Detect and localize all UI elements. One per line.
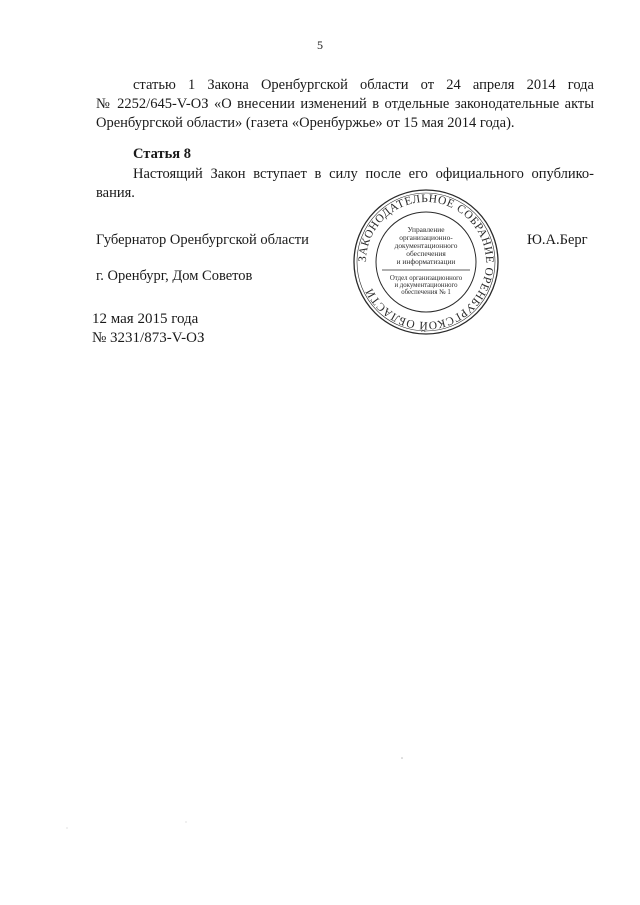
svg-text:и документационного: и документационного <box>394 282 458 289</box>
svg-text:ЗАКОНОДАТЕЛЬНОЕ СОБРАНИЕ ОРЕНБ: ЗАКОНОДАТЕЛЬНОЕ СОБРАНИЕ ОРЕНБУРГСКОЙ ОБЛАСТИ <box>356 192 496 332</box>
signing-date: 12 мая 2015 года <box>92 311 199 327</box>
law-number: № 3231/873-V-ОЗ <box>92 330 205 346</box>
svg-text:обеспечения № 1: обеспечения № 1 <box>401 289 451 296</box>
signing-place: г. Оренбург, Дом Советов <box>96 268 253 284</box>
paragraph-line: № 2252/645-V-ОЗ «О внесении изменений в отдельные законодательные акты <box>96 96 594 112</box>
paragraph-line: Оренбургской области» (газета «Оренбуржье» от 15 мая 2014 года). <box>96 115 515 131</box>
svg-text:и информатизации: и информатизации <box>396 257 456 266</box>
svg-text:Управление: Управление <box>407 225 445 234</box>
page-number: 5 <box>317 38 323 52</box>
article-heading: Статья 8 <box>133 146 191 162</box>
paragraph-line: статью 1 Закона Оренбургской области от 24 апреля 2014 года <box>133 77 594 93</box>
signatory-name: Ю.А.Берг <box>527 232 588 248</box>
signatory-title: Губернатор Оренбургской области <box>96 232 309 248</box>
svg-text:Отдел организационного: Отдел организационного <box>389 275 463 282</box>
svg-text:обеспечения: обеспечения <box>406 249 446 258</box>
svg-text:документационного: документационного <box>394 241 458 250</box>
paragraph-line: вания. <box>96 185 135 201</box>
svg-text:организационно-: организационно- <box>399 233 453 242</box>
paragraph-line: Настоящий Закон вступает в силу после его официального опублико- <box>133 166 594 182</box>
